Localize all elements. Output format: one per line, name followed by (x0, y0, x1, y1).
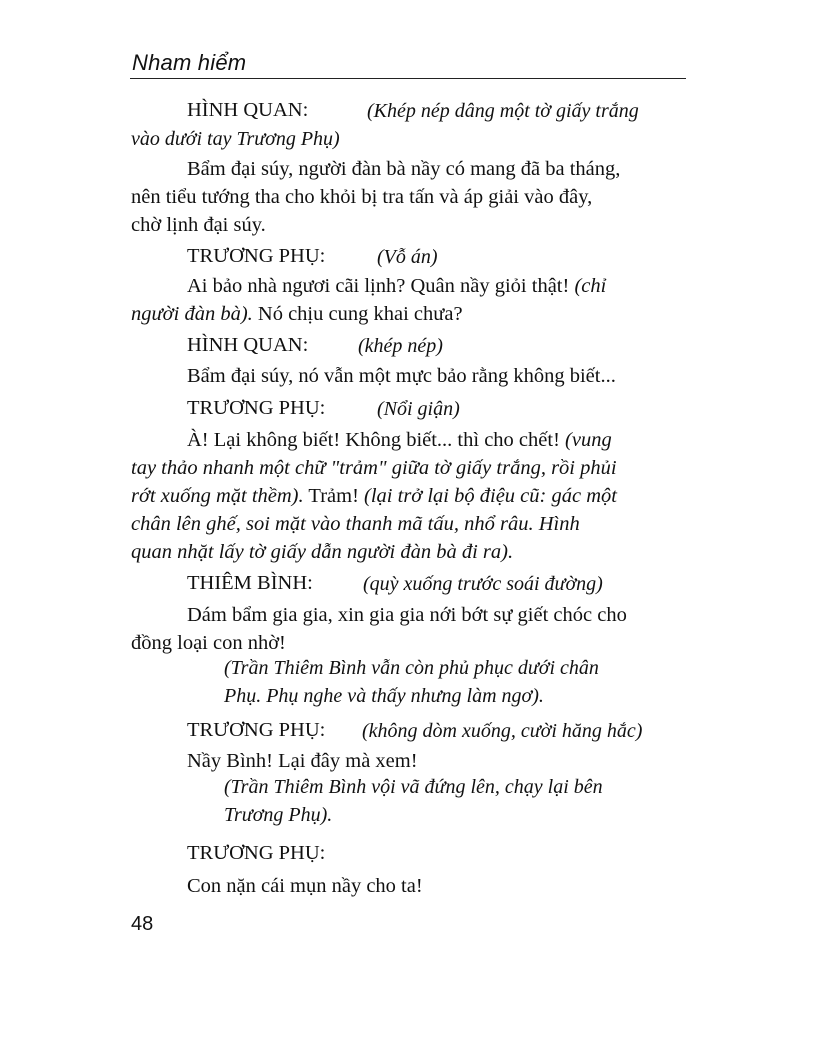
dialogue-line (131, 300, 463, 328)
dialogue-line: Con nặn cái mụn nầy cho ta! (187, 875, 423, 897)
stage-direction: (Trần Thiêm Bình vẫn còn phủ phục dưới chân (224, 657, 599, 679)
speaker-label: HÌNH QUAN: (187, 99, 309, 121)
inline-direction: quan nhặt lấy tờ giấy dẫn người đàn bà đi ra). (131, 541, 514, 563)
stage-direction: (quỳ xuống trước soái đường) (363, 573, 603, 595)
stage-direction: Trương Phụ). (224, 804, 333, 826)
stage-direction: (khép nép) (358, 335, 443, 357)
page-number: 48 (131, 913, 154, 935)
speaker-label: HÌNH QUAN: (187, 334, 309, 356)
speaker-label: TRƯƠNG PHỤ: (187, 719, 326, 741)
inline-direction: (vung (565, 429, 612, 451)
inline-direction: (chỉ (574, 275, 607, 297)
stage-direction: (Trần Thiêm Bình vội vã đứng lên, chạy lại bên (224, 776, 603, 798)
speaker-label: TRƯƠNG PHỤ: (187, 245, 326, 267)
running-header (130, 50, 686, 79)
dialogue-line: Dám bẩm gia gia, xin gia gia nới bớt sự giết chóc cho (187, 604, 627, 626)
stage-direction: vào dưới tay Trương Phụ) (131, 128, 340, 150)
dialogue-line: đồng loại con nhờ! (131, 632, 286, 654)
speaker-label: TRƯƠNG PHỤ: (187, 397, 326, 419)
stage-direction: (không dòm xuống, cười hăng hắc) (362, 720, 643, 742)
stage-direction: (Nổi giận) (377, 398, 460, 420)
dialogue-line: Nầy Bình! Lại đây mà xem! (187, 750, 418, 772)
stage-direction: (Khép nép dâng một tờ giấy trắng (367, 100, 639, 122)
dialogue-line: Bẩm đại súy, nó vẫn một mực bảo rằng không biết... (187, 365, 616, 387)
dialogue-line: Bẩm đại súy, người đàn bà nầy có mang đã ba tháng, (187, 158, 621, 180)
inline-direction: tay thảo nhanh một chữ "trảm" giữa tờ giấy trắng, rồi phủi (131, 457, 617, 479)
speaker-label: THIÊM BÌNH: (187, 572, 313, 594)
dialogue-line (187, 272, 606, 300)
stage-direction: (Vỗ án) (377, 246, 438, 268)
speaker-label: TRƯƠNG PHỤ: (187, 842, 326, 864)
dialogue-text: Ai bảo nhà ngươi cãi lịnh? Quân nầy giỏi thật! (187, 275, 570, 297)
inline-direction: rớt xuống mặt thềm). (131, 485, 304, 507)
dialogue-line (131, 482, 617, 510)
inline-direction: chân lên ghế, soi mặt vào thanh mã tấu, nhổ râu. Hình (131, 513, 580, 535)
dialogue-text: À! Lại không biết! Không biết... thì cho chết! (187, 429, 560, 451)
dialogue-line: chờ lịnh đại súy. (131, 214, 266, 236)
dialogue-line: nên tiểu tướng tha cho khỏi bị tra tấn và áp giải vào đây, (131, 186, 593, 208)
header-title: Nham hiểm (132, 50, 247, 75)
dialogue-line (187, 426, 612, 454)
dialogue-text: Trảm! (308, 485, 359, 507)
inline-direction: (lại trở lại bộ điệu cũ: gác một (364, 485, 617, 507)
inline-direction: người đàn bà). (131, 303, 253, 325)
stage-direction: Phụ. Phụ nghe và thấy nhưng làm ngơ). (224, 685, 544, 707)
dialogue-text: Nó chịu cung khai chưa? (257, 303, 463, 325)
